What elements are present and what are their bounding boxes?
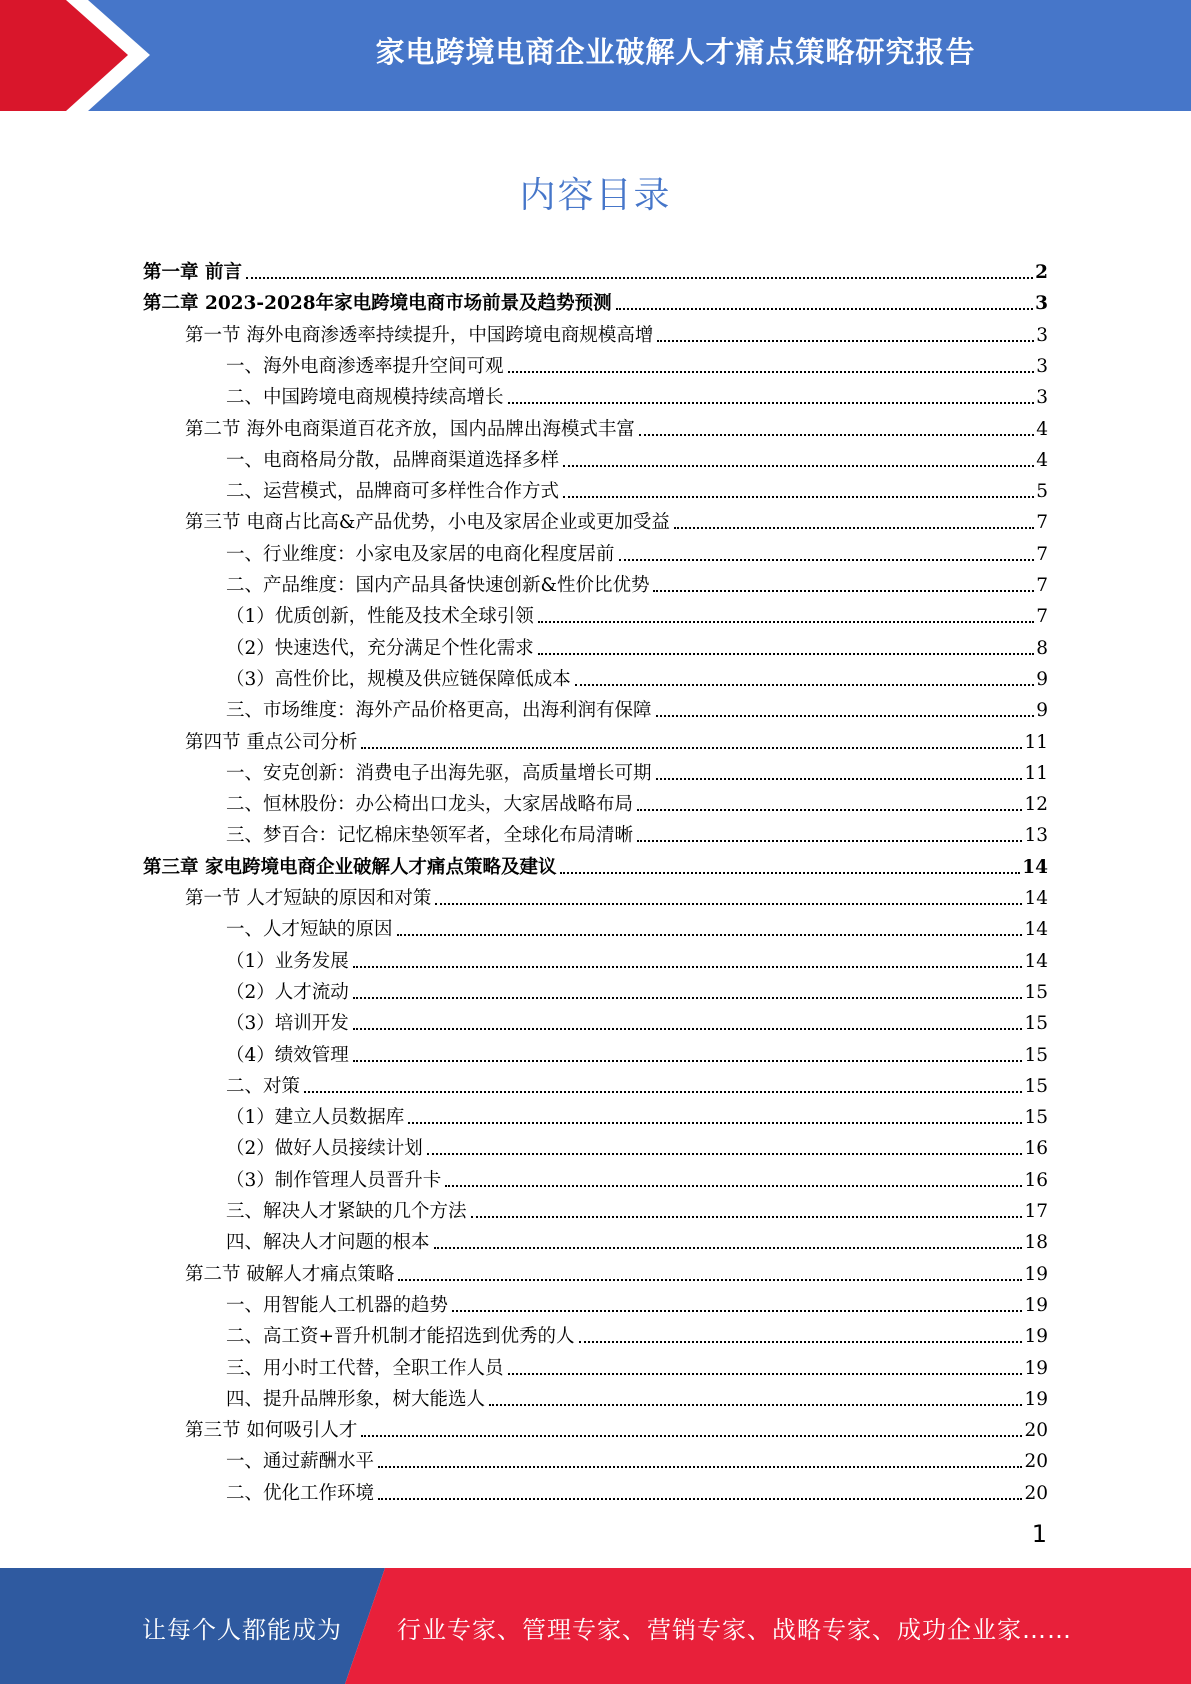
toc-entry-title: 四、解决人才问题的根本 [226,1232,430,1253]
toc-dot-leader [575,684,1034,686]
toc-entry-title: 二、运营模式，品牌商可多样性合作方式 [226,481,560,502]
toc-entry-title: （1）优质创新，性能及技术全球引领 [226,606,534,627]
toc-dot-leader [563,465,1034,467]
toc-dot-leader [637,840,1022,842]
toc-entry-page: 2 [1035,262,1048,283]
toc-dot-leader [427,1153,1023,1155]
toc-dot-leader [508,402,1035,404]
toc-entry[interactable] [226,1474,1048,1505]
toc-entry[interactable] [226,660,1048,691]
toc-entry[interactable] [226,472,1048,503]
toc-entry-title: 三、解决人才紧缺的几个方法 [226,1201,467,1222]
toc-entry[interactable] [185,503,1048,534]
toc-entry-title: 二、优化工作环境 [226,1483,375,1504]
toc-entry-page: 20 [1024,1483,1048,1504]
toc-entry-title: 第三章 家电跨境电商企业破解人才痛点策略及建议 [143,857,557,878]
toc-entry[interactable] [226,1004,1048,1035]
toc-entry-page: 7 [1036,575,1048,596]
toc-entry[interactable] [226,1129,1048,1160]
toc-dot-leader [563,496,1034,498]
toc-entry[interactable] [143,253,1048,284]
toc-entry[interactable] [226,629,1048,660]
footer-slogan-left: 让每个人都能成为 [142,1616,342,1644]
toc-entry-title: 三、市场维度：海外产品价格更高，出海利润有保障 [226,700,652,721]
toc-entry-title: 三、梦百合：记忆棉床垫领军者，全球化布局清晰 [226,825,634,846]
toc-entry-page: 18 [1024,1232,1048,1253]
toc-dot-leader [508,371,1035,373]
toc-entry-page: 15 [1024,1045,1048,1066]
toc-entry[interactable] [226,973,1048,1004]
footer-slogan-right: 行业专家、管理专家、营销专家、战略专家、成功企业家…… [397,1616,1072,1644]
toc-entry-title: 一、安克创新：消费电子出海先驱，高质量增长可期 [226,763,652,784]
toc-entry[interactable] [226,1161,1048,1192]
toc-dot-leader [246,277,1033,279]
toc-entry[interactable] [226,1036,1048,1067]
toc-entry[interactable] [226,378,1048,409]
toc-entry[interactable] [226,1380,1048,1411]
toc-heading: 内容目录 [519,175,672,216]
toc-entry-title: 第一章 前言 [143,262,242,283]
toc-entry-page: 9 [1036,669,1048,690]
toc-entry-title: 一、海外电商渗透率提升空间可观 [226,356,504,377]
toc-dot-leader [434,1247,1023,1249]
toc-entry-page: 19 [1024,1326,1048,1347]
toc-entry-page: 14 [1024,888,1048,909]
toc-entry[interactable] [185,879,1048,910]
toc-entry-page: 7 [1036,606,1048,627]
toc-dot-leader [656,778,1023,780]
toc-entry-title: 第三节 如何吸引人才 [185,1420,358,1441]
toc-entry-title: 一、用智能人工机器的趋势 [226,1295,449,1316]
toc-entry-title: 一、电商格局分散，品牌商渠道选择多样 [226,450,560,471]
toc-entry-page: 7 [1036,512,1048,533]
toc-entry-title: 一、人才短缺的原因 [226,919,393,940]
toc-dot-leader [656,715,1035,717]
toc-entry[interactable] [226,1442,1048,1473]
toc-entry-title: 二、中国跨境电商规模持续高增长 [226,387,504,408]
toc-entry-title: （4）绩效管理 [226,1045,349,1066]
toc-entry-page: 16 [1024,1138,1048,1159]
footer-banner [0,1568,1191,1684]
toc-entry-title: （3）制作管理人员晋升卡 [226,1170,442,1191]
toc-dot-leader [397,934,1023,936]
toc-entry-title: 一、行业维度：小家电及家居的电商化程度居前 [226,544,615,565]
toc-entry[interactable] [226,754,1048,785]
toc-entry-page: 11 [1024,763,1048,784]
toc-entry[interactable] [226,785,1048,816]
toc-dot-leader [435,903,1022,905]
toc-entry-page: 7 [1036,544,1048,565]
toc-dot-leader [538,621,1034,623]
toc-entry-page: 5 [1036,481,1048,502]
toc-entry-page: 14 [1022,857,1048,878]
toc-entry-title: （3）培训开发 [226,1013,349,1034]
toc-entry-page: 19 [1024,1358,1048,1379]
toc-dot-leader [674,527,1034,529]
toc-dot-leader [304,1091,1022,1093]
toc-entry-page: 20 [1024,1420,1048,1441]
toc-entry[interactable] [226,691,1048,722]
toc-dot-leader [378,1466,1022,1468]
toc-dot-leader [361,1435,1022,1437]
toc-entry-page: 16 [1024,1170,1048,1191]
toc-entry-page: 9 [1036,700,1048,721]
toc-entry[interactable] [226,942,1048,973]
toc-entry-page: 19 [1024,1389,1048,1410]
toc-entry-title: 第三节 电商占比高&产品优势，小电及家居企业或更加受益 [185,512,670,533]
toc-entry-page: 15 [1024,1013,1048,1034]
toc-entry-title: 第二章 2023-2028年家电跨境电商市场前景及趋势预测 [143,293,612,314]
toc-entry-title: 第一节 人才短缺的原因和对策 [185,888,432,909]
toc-dot-leader [579,1341,1023,1343]
toc-entry-page: 19 [1024,1264,1048,1285]
toc-entry[interactable] [143,284,1048,315]
toc-entry-page: 3 [1036,356,1048,377]
toc-dot-leader [398,1279,1022,1281]
toc-dot-leader [657,340,1034,342]
toc-dot-leader [353,1060,1023,1062]
toc-entry-page: 12 [1024,794,1048,815]
toc-entry-title: 二、对策 [226,1076,301,1097]
toc-entry-title: 三、用小时工代替，全职工作人员 [226,1358,504,1379]
toc-entry[interactable] [226,1067,1048,1098]
toc-entry-page: 17 [1024,1201,1048,1222]
toc-dot-leader [353,966,1023,968]
toc-entry-page: 14 [1024,919,1048,940]
toc-entry-title: 二、产品维度：国内产品具备快速创新&性价比优势 [226,575,650,596]
toc-entry-page: 15 [1024,1107,1048,1128]
toc-entry[interactable] [185,316,1048,347]
toc-entry[interactable] [185,410,1048,441]
toc-dot-leader [508,1373,1023,1375]
toc-entry-title: （2）快速迭代，充分满足个性化需求 [226,638,534,659]
toc-dot-leader [408,1122,1022,1124]
toc-entry-title: （2）人才流动 [226,982,349,1003]
toc-dot-leader [378,1498,1022,1500]
toc-entry[interactable] [226,347,1048,378]
toc-entry[interactable] [226,816,1048,847]
report-title: 家电跨境电商企业破解人才痛点策略研究报告 [375,35,976,69]
toc-entry-page: 14 [1024,951,1048,972]
toc-entry-page: 13 [1024,825,1048,846]
toc-dot-leader [353,1028,1023,1030]
toc-entry[interactable] [226,1349,1048,1380]
toc-entry[interactable] [185,1255,1048,1286]
toc-entry-title: 二、高工资+晋升机制才能招选到优秀的人 [226,1326,575,1347]
toc-entry-page: 15 [1024,982,1048,1003]
toc-dot-leader [353,997,1023,999]
toc-entry-page: 4 [1036,419,1048,440]
toc-dot-leader [616,308,1034,310]
toc-entry-page: 3 [1036,325,1048,346]
toc-entry-title: （2）做好人员接续计划 [226,1138,423,1159]
toc-dot-leader [471,1216,1023,1218]
toc-dot-leader [639,434,1034,436]
toc-entry[interactable] [226,1192,1048,1223]
toc-entry[interactable] [226,441,1048,472]
toc-entry[interactable] [226,1317,1048,1348]
toc-entry-page: 19 [1024,1295,1048,1316]
toc-entry-page: 3 [1036,387,1048,408]
toc-entry[interactable] [226,1286,1048,1317]
toc-entry-page: 11 [1024,732,1048,753]
toc-dot-leader [619,559,1035,561]
page-number: 1 [1031,1520,1047,1548]
toc-entry-title: （1）建立人员数据库 [226,1107,405,1128]
toc-dot-leader [653,590,1034,592]
toc-entry-page: 8 [1036,638,1048,659]
toc-entry-title: 四、提升品牌形象，树大能选人 [226,1389,486,1410]
toc-entry[interactable] [226,910,1048,941]
toc-dot-leader [445,1185,1022,1187]
toc-entry-title: （3）高性价比，规模及供应链保障低成本 [226,669,571,690]
toc-dot-leader [560,872,1020,874]
toc-entry[interactable] [185,1411,1048,1442]
toc-entry[interactable] [226,535,1048,566]
toc-entry[interactable] [226,597,1048,628]
report-header [0,0,1191,111]
toc-entry-title: （1）业务发展 [226,951,349,972]
toc-dot-leader [361,747,1022,749]
toc-dot-leader [452,1310,1022,1312]
toc-entry[interactable] [226,1223,1048,1254]
toc-entry-title: 第四节 重点公司分析 [185,732,358,753]
toc-dot-leader [489,1404,1022,1406]
toc-entry-title: 第二节 破解人才痛点策略 [185,1264,395,1285]
toc-entry-page: 3 [1035,293,1048,314]
toc-entry-page: 20 [1024,1451,1048,1472]
toc-entry[interactable] [185,723,1048,754]
toc-dot-leader [637,809,1022,811]
toc-entry-page: 4 [1036,450,1048,471]
toc-entry-title: 第二节 海外电商渠道百花齐放，国内品牌出海模式丰富 [185,419,635,440]
toc-entry-title: 二、恒林股份：办公椅出口龙头，大家居战略布局 [226,794,634,815]
toc-entry-page: 15 [1024,1076,1048,1097]
toc-dot-leader [538,653,1034,655]
toc-entry[interactable] [226,566,1048,597]
toc-entry-title: 第一节 海外电商渗透率持续提升，中国跨境电商规模高增 [185,325,654,346]
toc-entry[interactable] [143,848,1048,879]
toc-entry[interactable] [226,1098,1048,1129]
toc-entry-title: 一、通过薪酬水平 [226,1451,375,1472]
